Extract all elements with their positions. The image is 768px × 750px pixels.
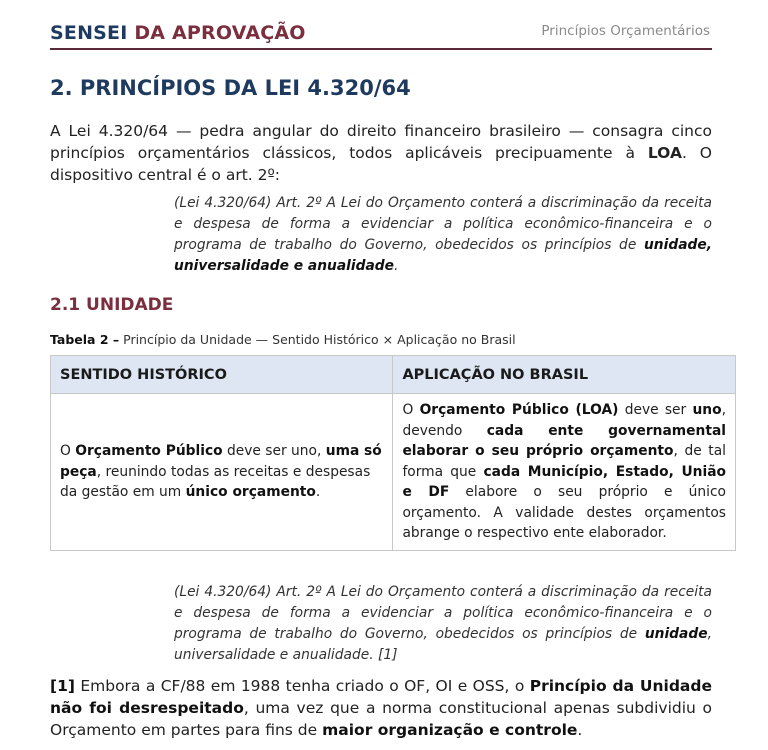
quote1-bold: unidade, universalidade e anualidade [174,237,712,274]
cell-brazil: O Orçamento Público (LOA) deve ser uno, devendo cada ente governamental elaborar o seu próprio orçamento, de tal forma que cada Município, Estado, União e DF elabore o seu próprio e único orçamento. A validade destes orçamentos abrange o respectivo ente elaborador. [393,394,736,551]
table-row [51,394,736,551]
quote2-bold: unidade [644,626,708,642]
intro-text-end: . O dispositivo central é o art. 2º: [50,144,712,184]
footnote-paragraph: [1] Embora a CF/88 em 1988 tenha criado o OF, OI e OSS, o Princípio da Unidade não foi desrespeitado, uma vez que a norma constitucional apenas subdividiu o Orçamento em partes para fins de maior organização e controle. [50,677,712,739]
quote2-text-end: , universalidade e anualidade. [1] [174,626,712,663]
intro-paragraph [50,120,712,186]
brand-part1: SENSEI [50,22,128,44]
quote1-text-end: . [394,258,399,274]
law-quote-2 [174,582,712,666]
caption-text: Princípio da Unidade — Sentido Histórico × Aplicação no Brasil [119,332,516,347]
cell-historical: O Orçamento Público deve ser uno, uma só peça, reunindo todas as receitas e despesas da gestão em um único orçamento. [51,394,393,551]
caption-label: Tabela 2 – [50,332,120,347]
note-ref: [1] [50,677,75,695]
table-caption [50,332,516,347]
intro-bold: LOA [647,144,682,162]
unity-principle-table [50,355,736,551]
brand-part2: DA APROVAÇÃO [134,22,306,44]
header-brazil: APLICAÇÃO NO BRASIL [393,356,736,394]
header-historical: SENTIDO HISTÓRICO [51,356,393,394]
brand-logo [50,22,306,44]
law-quote-1 [174,193,712,277]
section-title: 2. PRINCÍPIOS DA LEI 4.320/64 [50,76,411,100]
quote2-text: (Lei 4.320/64) Art. 2º A Lei do Orçamento conterá a discriminação da receita e despesa de forma a evidenciar a política econômico-financeira e o programa de trabalho do Governo, obedecidos os princípios de [174,584,712,642]
running-title: Princípios Orçamentários [541,23,710,39]
table-header-row [51,356,736,394]
quote1-text: (Lei 4.320/64) Art. 2º A Lei do Orçamento conterá a discriminação da receita e despesa de forma a evidenciar a política econômico-financeira e o programa de trabalho do Governo, obedecidos os princípios de [174,195,712,253]
subsection-title: 2.1 UNIDADE [50,295,174,315]
intro-text: A Lei 4.320/64 — pedra angular do direito financeiro brasileiro — consagra cinco princípios orçamentários clássicos, todos aplicáveis precipuamente à [50,122,712,162]
page-header [50,20,712,50]
